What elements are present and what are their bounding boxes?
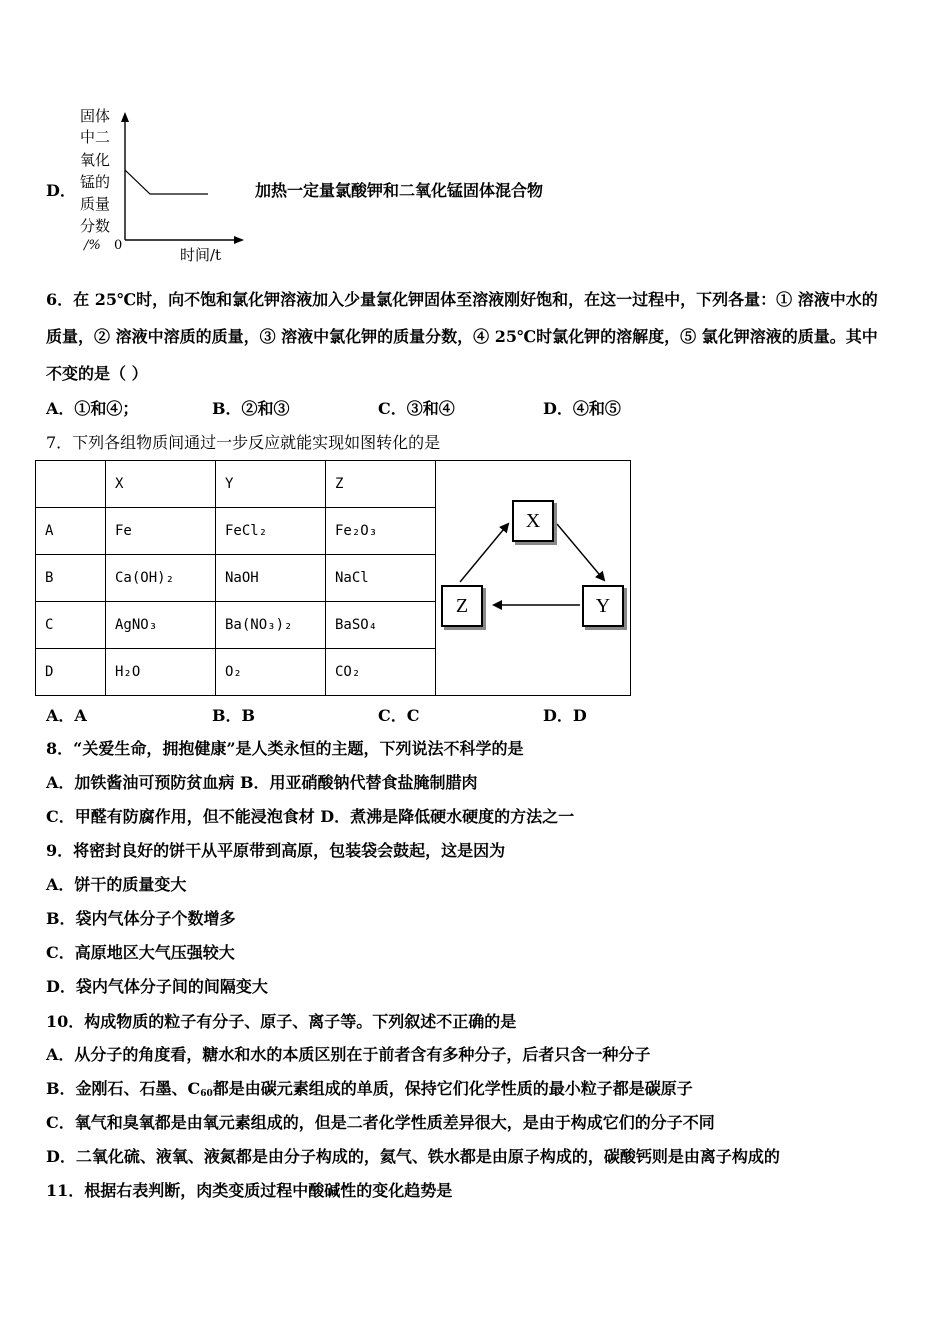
- q11-stem: 11．根据右表判断，肉类变质过程中酸碱性的变化趋势是: [46, 1181, 453, 1200]
- y-axis-unit: /%: [84, 238, 101, 253]
- q6-stem-line-2: 质量，② 溶液中溶质的质量，③ 溶液中氯化钾的质量分数，④ 25℃时氯化钾的溶解度，⑤ 氯化钾溶液的质量。其中: [46, 327, 878, 346]
- q6-option-d: D．④和⑤: [543, 399, 621, 418]
- mass-fraction-curve: [125, 170, 208, 194]
- q7-option-c: C．C: [378, 706, 420, 725]
- cell-y: Ba(NO₃)₂: [216, 602, 326, 649]
- q10-option-d: D．二氧化硫、液氧、液氮都是由分子构成的，氦气、铁水都是由原子构成的，碳酸钙则是由离子构成的: [46, 1147, 780, 1166]
- cell-x: Ca(OH)₂: [106, 555, 216, 602]
- q7-option-b: B．B: [212, 706, 256, 725]
- y-axis-line-1: 固体: [80, 107, 111, 125]
- q10-option-a: A．从分子的角度看，糖水和水的本质区别在于前者含有多种分子，后者只含一种分子: [46, 1045, 651, 1064]
- q10-stem: 10．构成物质的粒子有分子、原子、离子等。下列叙述不正确的是: [46, 1012, 517, 1031]
- q6-stem-line-3: 不变的是（ ）: [46, 364, 148, 383]
- q6-stem-line-1: 6．在 25℃时，向不饱和氯化钾溶液加入少量氯化钾固体至溶液刚好饱和，在这一过程中，下列各量：① 溶液中水的: [46, 290, 878, 309]
- x-axis-arrow: [234, 236, 244, 244]
- x-axis-label: 时间/t: [180, 246, 222, 264]
- q10-option-b-subscript: 60: [200, 1089, 213, 1099]
- cell-x: Fe: [106, 508, 216, 555]
- header-cell-x: X: [106, 461, 216, 508]
- diagram-node-y: Y: [582, 585, 624, 627]
- q6-option-b: B．②和③: [212, 399, 290, 418]
- q6-option-c: C．③和④: [378, 399, 455, 418]
- arrow-x-to-y: [557, 524, 604, 580]
- row-label: C: [36, 602, 106, 649]
- q6-option-a: A．①和④；: [46, 399, 139, 418]
- y-axis-line-4: 锰的: [80, 173, 111, 191]
- diagram-node-x: X: [512, 500, 554, 542]
- diagram-node-z: Z: [441, 585, 483, 627]
- q7-cycle-diagram: [434, 462, 634, 694]
- q10-option-b-end: 都是由碳元素组成的单质，保持它们化学性质的最小粒子都是碳原子: [212, 1079, 693, 1098]
- y-axis-line-5: 质量: [80, 195, 111, 213]
- q7-option-d: D．D: [543, 706, 587, 725]
- row-label: B: [36, 555, 106, 602]
- cell-y: FeCl₂: [216, 508, 326, 555]
- q8-options-ab: A．加铁酱油可预防贫血病 B．用亚硝酸钠代替食盐腌制腊肉: [46, 773, 478, 792]
- arrow-z-to-x: [460, 524, 508, 582]
- q9-option-b: B．袋内气体分子个数增多: [46, 909, 236, 928]
- q9-option-d: D．袋内气体分子间的间隔变大: [46, 977, 268, 996]
- cell-z: CO₂: [326, 649, 436, 696]
- q5d-axes: [110, 108, 250, 248]
- cell-z: Fe₂O₃: [326, 508, 436, 555]
- cell-x: H₂O: [106, 649, 216, 696]
- cell-z: BaSO₄: [326, 602, 436, 649]
- q8-options-cd: C．甲醛有防腐作用，但不能浸泡食材 D．煮沸是降低硬水硬度的方法之一: [46, 807, 575, 826]
- y-axis-line-6: 分数: [80, 217, 111, 235]
- q10-option-b-start: B．金刚石、石墨、C: [46, 1079, 201, 1098]
- q8-stem: 8．“关爱生命，拥抱健康”是人类永恒的主题，下列说法不科学的是: [46, 739, 524, 758]
- header-cell-empty: [36, 461, 106, 508]
- row-label: A: [36, 508, 106, 555]
- q7-stem: 7．下列各组物质间通过一步反应就能实现如图转化的是: [46, 433, 441, 452]
- q9-option-a: A．饼干的质量变大: [46, 875, 187, 894]
- row-label: D: [36, 649, 106, 696]
- y-axis-line-2: 中二: [80, 128, 111, 146]
- origin-label: 0: [114, 238, 123, 253]
- q9-option-c: C．高原地区大气压强较大: [46, 943, 235, 962]
- header-cell-y: Y: [216, 461, 326, 508]
- cell-y: O₂: [216, 649, 326, 696]
- q5d-caption: 加热一定量氯酸钾和二氧化锰固体混合物: [255, 181, 544, 200]
- header-cell-z: Z: [326, 461, 436, 508]
- cell-y: NaOH: [216, 555, 326, 602]
- q5-option-d-label: D．: [46, 181, 76, 200]
- q10-option-c: C．氧气和臭氧都是由氧元素组成的，但是二者化学性质差异很大，是由于构成它们的分子不同: [46, 1113, 715, 1132]
- q9-stem: 9．将密封良好的饼干从平原带到高原，包装袋会鼓起，这是因为: [46, 841, 506, 860]
- y-axis-arrow: [121, 112, 129, 122]
- cell-x: AgNO₃: [106, 602, 216, 649]
- q10-option-b: [46, 1076, 693, 1099]
- q7-option-a: A．A: [46, 706, 87, 725]
- y-axis-line-3: 氧化: [80, 151, 111, 169]
- cell-z: NaCl: [326, 555, 436, 602]
